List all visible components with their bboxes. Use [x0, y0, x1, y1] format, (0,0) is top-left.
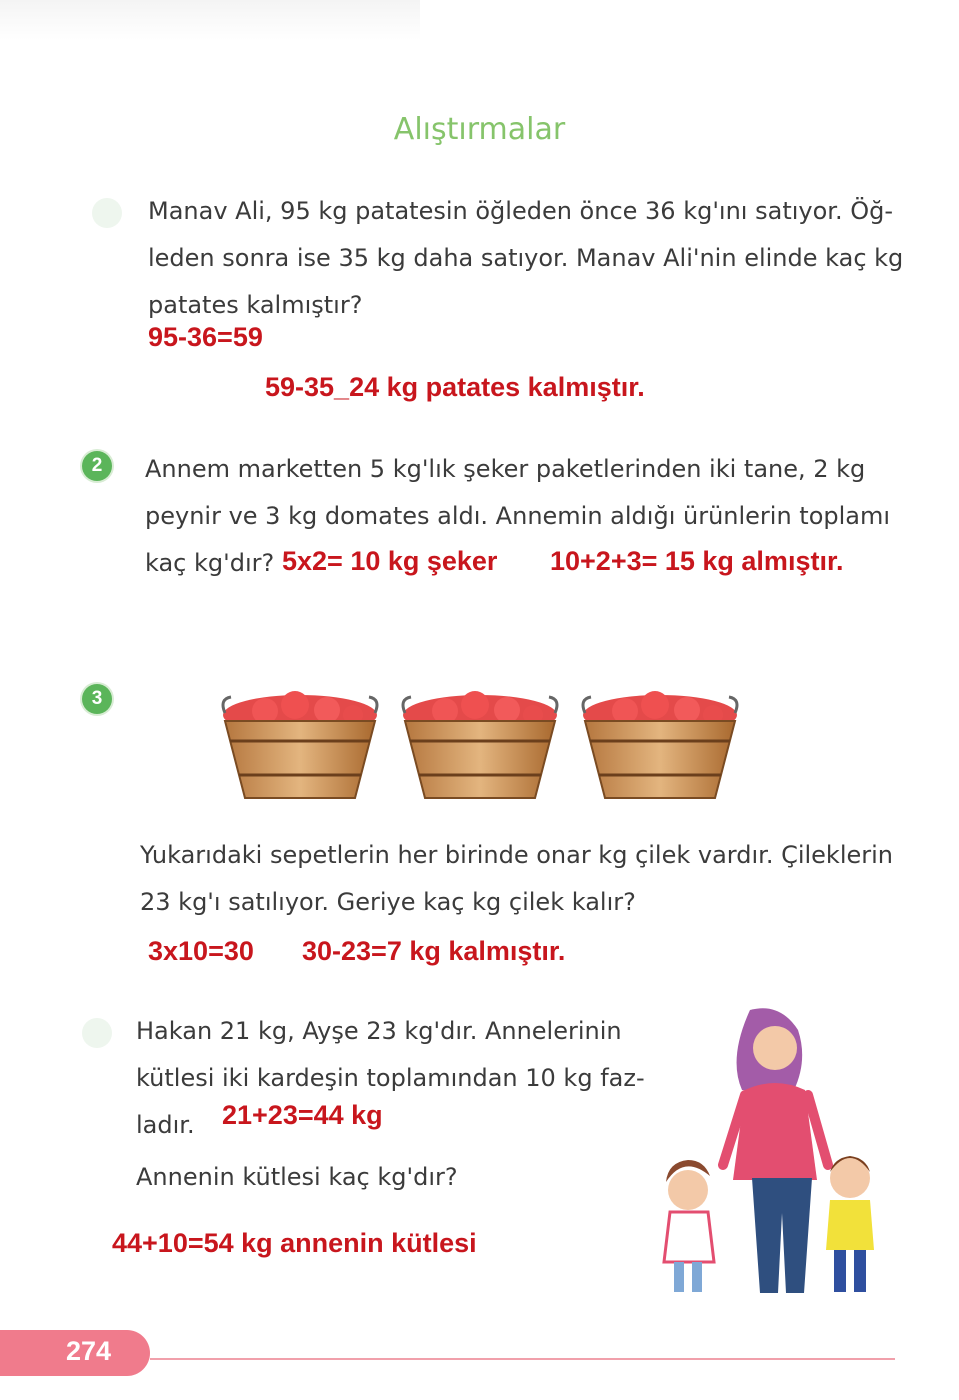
footer-divider [150, 1358, 895, 1360]
question-2-answer-1: 5x2= 10 kg şeker [282, 546, 498, 576]
family-illustration [650, 1000, 895, 1300]
girl-icon [664, 1160, 714, 1292]
question-2-line: peynir ve 3 kg domates aldı. Annemin aldığı ürünlerin toplamı [145, 502, 891, 530]
scan-shadow [0, 0, 420, 40]
question-number-2: 2 [82, 451, 112, 481]
question-3-line: 23 kg'ı satılıyor. Geriye kaç kg çilek kalır? [140, 888, 636, 916]
question-1-answer-1: 95-36=59 [148, 322, 263, 352]
question-4-text [136, 1008, 645, 1149]
basket-icon [583, 691, 737, 798]
basket-icon [403, 691, 557, 798]
strawberry-baskets-illustration [215, 683, 745, 813]
question-3-text [140, 832, 893, 926]
mother-icon [723, 1008, 828, 1293]
question-2-answer-2: 10+2+3= 15 kg almıştır. [550, 546, 844, 576]
question-number-3: 3 [82, 684, 112, 714]
question-number-4: 4 [82, 1018, 112, 1048]
question-4-question-line: Annenin kütlesi kaç kg'dır? [136, 1163, 458, 1191]
question-1-line: Manav Ali, 95 kg patatesin öğleden önce 36 kg'ını satıyor. Öğ- [148, 197, 893, 225]
question-1-text [148, 188, 903, 329]
question-2-line: Annem marketten 5 kg'lık şeker paketlerinden iki tane, 2 kg [145, 455, 866, 483]
question-2-line: kaç kg'dır? [145, 549, 275, 577]
question-1-answer-2: 59-35_24 kg patates kalmıştır. [265, 372, 645, 402]
question-4-line: Hakan 21 kg, Ayşe 23 kg'dır. Annelerinin [136, 1017, 622, 1045]
question-4-answer-2: 44+10=54 kg annenin kütlesi [112, 1228, 477, 1258]
question-3-line: Yukarıdaki sepetlerin her birinde onar kg çilek vardır. Çileklerin [140, 841, 894, 869]
basket-icon [223, 691, 377, 798]
question-3-answer-1: 3x10=30 [148, 936, 254, 966]
question-1-line: leden sonra ise 35 kg daha satıyor. Manav Ali'nin elinde kaç kg [148, 244, 904, 272]
page-title: Alıştırmalar [393, 112, 566, 147]
question-1-line: patates kalmıştır? [148, 291, 363, 319]
boy-icon [826, 1156, 874, 1292]
question-number-1: 1 [92, 198, 122, 228]
question-3-answer-2: 30-23=7 kg kalmıştır. [302, 936, 566, 966]
page-number: 274 [66, 1336, 112, 1366]
question-4-answer-1: 21+23=44 kg [222, 1100, 383, 1130]
question-4-line: ladır. [136, 1111, 195, 1139]
question-4-line: kütlesi iki kardeşin toplamından 10 kg faz- [136, 1064, 645, 1092]
